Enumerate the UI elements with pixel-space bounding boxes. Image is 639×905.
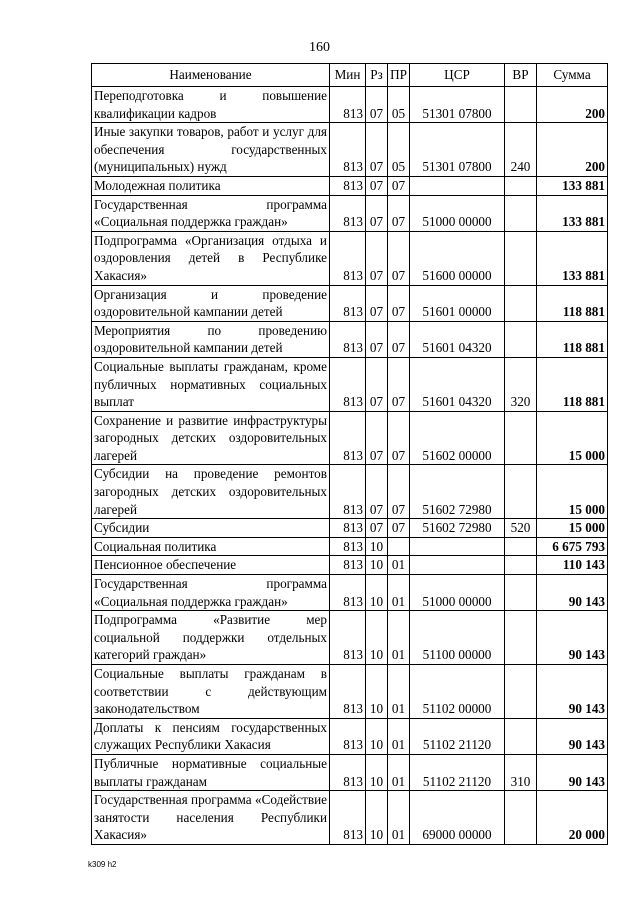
cell-pr: 07 — [388, 465, 410, 519]
cell-pr: 07 — [388, 321, 410, 357]
header-csr: ЦСР — [410, 64, 505, 87]
table-row — [92, 87, 608, 123]
cell-pr: 01 — [388, 556, 410, 575]
cell-vr — [505, 231, 537, 285]
cell-min: 813 — [330, 537, 366, 556]
cell-name: Субсидии на проведение ремонтов загородных детских оздоровительных лагерей — [92, 465, 330, 519]
cell-vr: 310 — [505, 754, 537, 790]
cell-csr: 51100 00000 — [410, 611, 505, 665]
cell-name: Публичные нормативные социальные выплаты гражданам — [92, 754, 330, 790]
cell-vr — [505, 575, 537, 611]
cell-pr: 01 — [388, 611, 410, 665]
cell-csr: 51601 04320 — [410, 321, 505, 357]
cell-csr: 51602 00000 — [410, 411, 505, 465]
cell-csr: 69000 00000 — [410, 791, 505, 845]
cell-name: Подпрограмма «Организация отдыха и оздоровления детей в Республике Хакасия» — [92, 231, 330, 285]
cell-rz: 10 — [366, 611, 388, 665]
cell-name: Иные закупки товаров, работ и услуг для обеспечения государственных (муниципальных) нужд — [92, 123, 330, 177]
cell-vr — [505, 556, 537, 575]
cell-pr: 05 — [388, 87, 410, 123]
table-row — [92, 176, 608, 195]
cell-rz: 10 — [366, 718, 388, 754]
cell-vr — [505, 665, 537, 719]
header-name: Наименование — [92, 64, 330, 87]
footer-code: k309 h2 — [88, 860, 117, 869]
cell-min: 813 — [330, 611, 366, 665]
cell-sum: 133 881 — [537, 231, 608, 285]
cell-rz: 07 — [366, 465, 388, 519]
cell-csr: 51301 07800 — [410, 123, 505, 177]
table-row — [92, 665, 608, 719]
cell-sum: 200 — [537, 123, 608, 177]
table-row — [92, 465, 608, 519]
cell-csr — [410, 537, 505, 556]
table-row — [92, 285, 608, 321]
header-sum: Сумма — [537, 64, 608, 87]
cell-sum: 6 675 793 — [537, 537, 608, 556]
cell-min: 813 — [330, 123, 366, 177]
cell-min: 813 — [330, 575, 366, 611]
cell-sum: 110 143 — [537, 556, 608, 575]
cell-pr: 01 — [388, 665, 410, 719]
cell-pr: 05 — [388, 123, 410, 177]
cell-rz: 10 — [366, 556, 388, 575]
table-row — [92, 791, 608, 845]
header-vr: ВР — [505, 64, 537, 87]
table-row — [92, 556, 608, 575]
cell-csr: 51602 72980 — [410, 465, 505, 519]
table-row — [92, 575, 608, 611]
budget-table — [91, 63, 608, 845]
cell-csr — [410, 176, 505, 195]
cell-name: Социальные выплаты гражданам, кроме публичных нормативных социальных выплат — [92, 357, 330, 411]
cell-rz: 07 — [366, 285, 388, 321]
cell-min: 813 — [330, 665, 366, 719]
table-row — [92, 718, 608, 754]
cell-rz: 07 — [366, 195, 388, 231]
cell-csr: 51000 00000 — [410, 195, 505, 231]
cell-sum: 15 000 — [537, 411, 608, 465]
cell-vr — [505, 411, 537, 465]
cell-rz: 10 — [366, 754, 388, 790]
cell-pr: 07 — [388, 519, 410, 538]
cell-name: Государственная программа «Содействие занятости населения Республики Хакасия» — [92, 791, 330, 845]
header-rz: Рз — [366, 64, 388, 87]
cell-rz: 07 — [366, 87, 388, 123]
cell-min: 813 — [330, 87, 366, 123]
cell-min: 813 — [330, 754, 366, 790]
cell-vr — [505, 611, 537, 665]
cell-rz: 10 — [366, 575, 388, 611]
cell-csr: 51601 04320 — [410, 357, 505, 411]
cell-vr: 320 — [505, 357, 537, 411]
cell-pr: 07 — [388, 357, 410, 411]
cell-vr: 240 — [505, 123, 537, 177]
cell-sum: 90 143 — [537, 611, 608, 665]
cell-vr — [505, 87, 537, 123]
cell-min: 813 — [330, 519, 366, 538]
cell-name: Государственная программа «Социальная поддержка граждан» — [92, 195, 330, 231]
cell-min: 813 — [330, 231, 366, 285]
cell-rz: 07 — [366, 176, 388, 195]
cell-name: Подпрограмма «Развитие мер социальной поддержки отдельных категорий граждан» — [92, 611, 330, 665]
cell-csr: 51102 21120 — [410, 754, 505, 790]
cell-sum: 20 000 — [537, 791, 608, 845]
cell-pr — [388, 537, 410, 556]
cell-rz: 07 — [366, 231, 388, 285]
cell-vr — [505, 465, 537, 519]
cell-name: Пенсионное обеспечение — [92, 556, 330, 575]
cell-sum: 133 881 — [537, 195, 608, 231]
cell-sum: 118 881 — [537, 285, 608, 321]
cell-min: 813 — [330, 411, 366, 465]
cell-sum: 90 143 — [537, 665, 608, 719]
cell-name: Субсидии — [92, 519, 330, 538]
cell-pr: 07 — [388, 195, 410, 231]
cell-name: Молодежная политика — [92, 176, 330, 195]
cell-min: 813 — [330, 176, 366, 195]
cell-rz: 10 — [366, 537, 388, 556]
cell-sum: 15 000 — [537, 465, 608, 519]
cell-min: 813 — [330, 791, 366, 845]
cell-name: Мероприятия по проведению оздоровительной кампании детей — [92, 321, 330, 357]
cell-sum: 133 881 — [537, 176, 608, 195]
cell-rz: 10 — [366, 791, 388, 845]
cell-pr: 07 — [388, 411, 410, 465]
cell-min: 813 — [330, 285, 366, 321]
table-row — [92, 537, 608, 556]
table-row — [92, 195, 608, 231]
cell-min: 813 — [330, 556, 366, 575]
cell-csr: 51601 00000 — [410, 285, 505, 321]
cell-vr — [505, 321, 537, 357]
table-row — [92, 754, 608, 790]
cell-pr: 07 — [388, 231, 410, 285]
table-row — [92, 123, 608, 177]
cell-rz: 07 — [366, 321, 388, 357]
table-row — [92, 411, 608, 465]
table-header-row — [92, 64, 608, 87]
header-min: Мин — [330, 64, 366, 87]
cell-vr — [505, 176, 537, 195]
cell-pr: 01 — [388, 754, 410, 790]
table-row — [92, 611, 608, 665]
cell-name: Сохранение и развитие инфраструктуры загородных детских оздоровительных лагерей — [92, 411, 330, 465]
cell-vr — [505, 285, 537, 321]
cell-vr — [505, 537, 537, 556]
cell-csr: 51301 07800 — [410, 87, 505, 123]
header-pr: ПР — [388, 64, 410, 87]
cell-name: Организация и проведение оздоровительной кампании детей — [92, 285, 330, 321]
cell-csr: 51102 21120 — [410, 718, 505, 754]
table-row — [92, 357, 608, 411]
cell-sum: 200 — [537, 87, 608, 123]
table-row — [92, 231, 608, 285]
cell-min: 813 — [330, 321, 366, 357]
cell-rz: 10 — [366, 665, 388, 719]
cell-pr: 01 — [388, 718, 410, 754]
table-row — [92, 321, 608, 357]
cell-name: Социальные выплаты гражданам в соответствии с действующим законодательством — [92, 665, 330, 719]
cell-sum: 118 881 — [537, 321, 608, 357]
cell-rz: 07 — [366, 411, 388, 465]
cell-name: Социальная политика — [92, 537, 330, 556]
cell-pr: 01 — [388, 575, 410, 611]
cell-rz: 07 — [366, 123, 388, 177]
cell-name: Доплаты к пенсиям государственных служащих Республики Хакасия — [92, 718, 330, 754]
cell-csr: 51600 00000 — [410, 231, 505, 285]
cell-sum: 118 881 — [537, 357, 608, 411]
cell-sum: 90 143 — [537, 754, 608, 790]
cell-min: 813 — [330, 718, 366, 754]
cell-pr: 07 — [388, 176, 410, 195]
cell-sum: 15 000 — [537, 519, 608, 538]
cell-rz: 07 — [366, 357, 388, 411]
cell-min: 813 — [330, 357, 366, 411]
cell-min: 813 — [330, 465, 366, 519]
cell-vr — [505, 718, 537, 754]
cell-pr: 07 — [388, 285, 410, 321]
table-row — [92, 519, 608, 538]
cell-pr: 01 — [388, 791, 410, 845]
page-number: 160 — [309, 40, 330, 55]
cell-csr — [410, 556, 505, 575]
cell-name: Переподготовка и повышение квалификации кадров — [92, 87, 330, 123]
cell-vr — [505, 791, 537, 845]
cell-sum: 90 143 — [537, 718, 608, 754]
cell-min: 813 — [330, 195, 366, 231]
cell-rz: 07 — [366, 519, 388, 538]
cell-csr: 51102 00000 — [410, 665, 505, 719]
cell-csr: 51000 00000 — [410, 575, 505, 611]
cell-vr: 520 — [505, 519, 537, 538]
cell-sum: 90 143 — [537, 575, 608, 611]
cell-vr — [505, 195, 537, 231]
cell-name: Государственная программа «Социальная поддержка граждан» — [92, 575, 330, 611]
cell-csr: 51602 72980 — [410, 519, 505, 538]
